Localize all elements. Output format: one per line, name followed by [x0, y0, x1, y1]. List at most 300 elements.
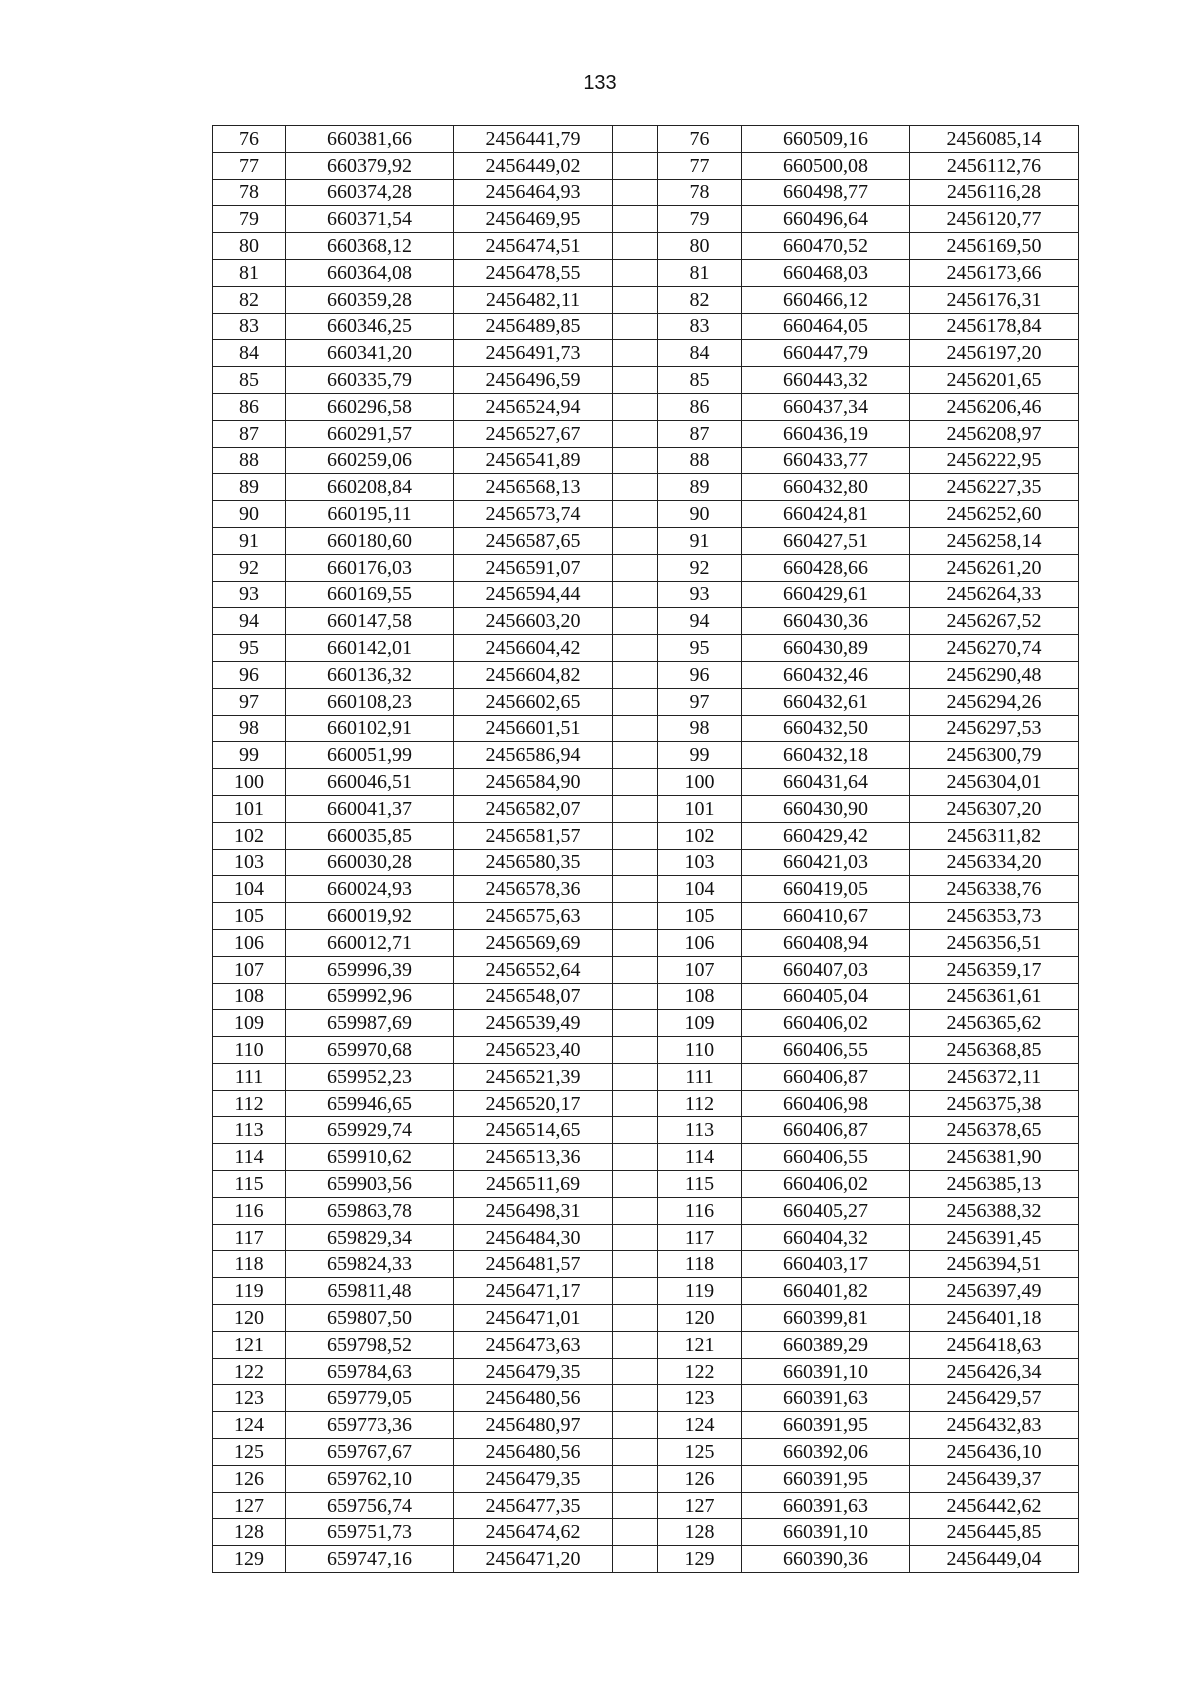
column-gap — [613, 1492, 658, 1519]
table-row — [213, 822, 1079, 849]
left-point-number: 76 — [213, 126, 286, 153]
right-x-coordinate: 660430,89 — [742, 635, 910, 662]
right-x-coordinate: 660391,63 — [742, 1492, 910, 1519]
right-y-coordinate: 2456085,14 — [910, 126, 1079, 153]
right-point-number: 98 — [658, 715, 742, 742]
left-point-number: 84 — [213, 340, 286, 367]
left-point-number: 77 — [213, 152, 286, 179]
left-x-coordinate: 659952,23 — [286, 1063, 454, 1090]
right-y-coordinate: 2456439,37 — [910, 1465, 1079, 1492]
left-y-coordinate: 2456541,89 — [454, 447, 613, 474]
table-row — [213, 1010, 1079, 1037]
left-x-coordinate: 660019,92 — [286, 903, 454, 930]
right-y-coordinate: 2456391,45 — [910, 1224, 1079, 1251]
right-point-number: 115 — [658, 1171, 742, 1198]
right-point-number: 95 — [658, 635, 742, 662]
right-point-number: 85 — [658, 367, 742, 394]
left-x-coordinate: 659807,50 — [286, 1305, 454, 1332]
right-point-number: 84 — [658, 340, 742, 367]
left-x-coordinate: 660136,32 — [286, 661, 454, 688]
table-row — [213, 795, 1079, 822]
column-gap — [613, 1305, 658, 1332]
right-point-number: 93 — [658, 581, 742, 608]
column-gap — [613, 688, 658, 715]
right-x-coordinate: 660432,61 — [742, 688, 910, 715]
left-y-coordinate: 2456471,01 — [454, 1305, 613, 1332]
left-y-coordinate: 2456527,67 — [454, 420, 613, 447]
left-point-number: 92 — [213, 554, 286, 581]
left-x-coordinate: 660030,28 — [286, 849, 454, 876]
column-gap — [613, 501, 658, 528]
left-y-coordinate: 2456523,40 — [454, 1037, 613, 1064]
right-point-number: 111 — [658, 1063, 742, 1090]
left-point-number: 82 — [213, 286, 286, 313]
right-x-coordinate: 660430,90 — [742, 795, 910, 822]
table-row — [213, 1439, 1079, 1466]
right-point-number: 86 — [658, 393, 742, 420]
column-gap — [613, 1037, 658, 1064]
coordinates-table — [212, 125, 1079, 1573]
table-row — [213, 876, 1079, 903]
left-point-number: 128 — [213, 1519, 286, 1546]
right-y-coordinate: 2456378,65 — [910, 1117, 1079, 1144]
table-row — [213, 1412, 1079, 1439]
left-x-coordinate: 660346,25 — [286, 313, 454, 340]
column-gap — [613, 849, 658, 876]
column-gap — [613, 1251, 658, 1278]
left-x-coordinate: 660024,93 — [286, 876, 454, 903]
column-gap — [613, 876, 658, 903]
table-row — [213, 769, 1079, 796]
left-point-number: 115 — [213, 1171, 286, 1198]
right-y-coordinate: 2456294,26 — [910, 688, 1079, 715]
table-row — [213, 1037, 1079, 1064]
left-x-coordinate: 659987,69 — [286, 1010, 454, 1037]
right-point-number: 114 — [658, 1144, 742, 1171]
right-point-number: 97 — [658, 688, 742, 715]
left-y-coordinate: 2456575,63 — [454, 903, 613, 930]
table-row — [213, 367, 1079, 394]
right-y-coordinate: 2456381,90 — [910, 1144, 1079, 1171]
left-x-coordinate: 660176,03 — [286, 554, 454, 581]
right-x-coordinate: 660406,55 — [742, 1037, 910, 1064]
right-y-coordinate: 2456397,49 — [910, 1278, 1079, 1305]
column-gap — [613, 903, 658, 930]
left-point-number: 111 — [213, 1063, 286, 1090]
right-x-coordinate: 660496,64 — [742, 206, 910, 233]
left-point-number: 102 — [213, 822, 286, 849]
table-row — [213, 286, 1079, 313]
left-point-number: 125 — [213, 1439, 286, 1466]
left-x-coordinate: 660381,66 — [286, 126, 454, 153]
table-row — [213, 420, 1079, 447]
table-row — [213, 1305, 1079, 1332]
right-point-number: 78 — [658, 179, 742, 206]
right-point-number: 112 — [658, 1090, 742, 1117]
right-y-coordinate: 2456338,76 — [910, 876, 1079, 903]
column-gap — [613, 1412, 658, 1439]
table-row — [213, 742, 1079, 769]
left-x-coordinate: 659970,68 — [286, 1037, 454, 1064]
right-x-coordinate: 660428,66 — [742, 554, 910, 581]
left-x-coordinate: 660195,11 — [286, 501, 454, 528]
left-point-number: 83 — [213, 313, 286, 340]
right-point-number: 99 — [658, 742, 742, 769]
column-gap — [613, 286, 658, 313]
right-x-coordinate: 660408,94 — [742, 929, 910, 956]
left-x-coordinate: 660368,12 — [286, 233, 454, 260]
left-point-number: 110 — [213, 1037, 286, 1064]
right-y-coordinate: 2456222,95 — [910, 447, 1079, 474]
left-point-number: 106 — [213, 929, 286, 956]
left-point-number: 97 — [213, 688, 286, 715]
right-y-coordinate: 2456290,48 — [910, 661, 1079, 688]
right-x-coordinate: 660392,06 — [742, 1439, 910, 1466]
left-x-coordinate: 660371,54 — [286, 206, 454, 233]
left-x-coordinate: 660296,58 — [286, 393, 454, 420]
right-y-coordinate: 2456304,01 — [910, 769, 1079, 796]
left-x-coordinate: 660341,20 — [286, 340, 454, 367]
left-y-coordinate: 2456491,73 — [454, 340, 613, 367]
right-x-coordinate: 660410,67 — [742, 903, 910, 930]
right-y-coordinate: 2456267,52 — [910, 608, 1079, 635]
right-x-coordinate: 660390,36 — [742, 1546, 910, 1573]
table-row — [213, 126, 1079, 153]
left-y-coordinate: 2456580,35 — [454, 849, 613, 876]
left-point-number: 129 — [213, 1546, 286, 1573]
right-x-coordinate: 660391,95 — [742, 1412, 910, 1439]
left-x-coordinate: 659751,73 — [286, 1519, 454, 1546]
left-x-coordinate: 660259,06 — [286, 447, 454, 474]
right-x-coordinate: 660391,95 — [742, 1465, 910, 1492]
column-gap — [613, 1439, 658, 1466]
left-y-coordinate: 2456586,94 — [454, 742, 613, 769]
left-point-number: 118 — [213, 1251, 286, 1278]
left-y-coordinate: 2456582,07 — [454, 795, 613, 822]
column-gap — [613, 929, 658, 956]
left-x-coordinate: 660102,91 — [286, 715, 454, 742]
right-y-coordinate: 2456258,14 — [910, 527, 1079, 554]
left-point-number: 85 — [213, 367, 286, 394]
right-y-coordinate: 2456372,11 — [910, 1063, 1079, 1090]
right-y-coordinate: 2456176,31 — [910, 286, 1079, 313]
right-x-coordinate: 660406,87 — [742, 1063, 910, 1090]
left-x-coordinate: 659863,78 — [286, 1197, 454, 1224]
left-y-coordinate: 2456569,69 — [454, 929, 613, 956]
table-row — [213, 608, 1079, 635]
right-y-coordinate: 2456359,17 — [910, 956, 1079, 983]
left-y-coordinate: 2456521,39 — [454, 1063, 613, 1090]
table-row — [213, 501, 1079, 528]
left-y-coordinate: 2456601,51 — [454, 715, 613, 742]
left-x-coordinate: 660359,28 — [286, 286, 454, 313]
right-point-number: 107 — [658, 956, 742, 983]
right-point-number: 125 — [658, 1439, 742, 1466]
right-point-number: 127 — [658, 1492, 742, 1519]
left-point-number: 78 — [213, 179, 286, 206]
left-y-coordinate: 2456573,74 — [454, 501, 613, 528]
right-y-coordinate: 2456227,35 — [910, 474, 1079, 501]
column-gap — [613, 447, 658, 474]
table-row — [213, 1197, 1079, 1224]
right-y-coordinate: 2456178,84 — [910, 313, 1079, 340]
left-point-number: 99 — [213, 742, 286, 769]
right-y-coordinate: 2456442,62 — [910, 1492, 1079, 1519]
right-y-coordinate: 2456426,34 — [910, 1358, 1079, 1385]
right-x-coordinate: 660447,79 — [742, 340, 910, 367]
left-x-coordinate: 660041,37 — [286, 795, 454, 822]
right-x-coordinate: 660436,19 — [742, 420, 910, 447]
column-gap — [613, 1063, 658, 1090]
left-x-coordinate: 660147,58 — [286, 608, 454, 635]
right-x-coordinate: 660389,29 — [742, 1331, 910, 1358]
left-y-coordinate: 2456482,11 — [454, 286, 613, 313]
right-x-coordinate: 660429,42 — [742, 822, 910, 849]
column-gap — [613, 340, 658, 367]
left-y-coordinate: 2456480,97 — [454, 1412, 613, 1439]
left-x-coordinate: 659762,10 — [286, 1465, 454, 1492]
table-row — [213, 1063, 1079, 1090]
right-x-coordinate: 660405,04 — [742, 983, 910, 1010]
column-gap — [613, 1331, 658, 1358]
table-row — [213, 688, 1079, 715]
table-row — [213, 1519, 1079, 1546]
left-x-coordinate: 660169,55 — [286, 581, 454, 608]
column-gap — [613, 527, 658, 554]
left-y-coordinate: 2456473,63 — [454, 1331, 613, 1358]
left-y-coordinate: 2456594,44 — [454, 581, 613, 608]
table-row — [213, 983, 1079, 1010]
right-x-coordinate: 660431,64 — [742, 769, 910, 796]
right-y-coordinate: 2456385,13 — [910, 1171, 1079, 1198]
left-y-coordinate: 2456479,35 — [454, 1358, 613, 1385]
column-gap — [613, 420, 658, 447]
column-gap — [613, 152, 658, 179]
table-row — [213, 393, 1079, 420]
right-x-coordinate: 660443,32 — [742, 367, 910, 394]
left-point-number: 122 — [213, 1358, 286, 1385]
right-x-coordinate: 660432,50 — [742, 715, 910, 742]
column-gap — [613, 206, 658, 233]
table-row — [213, 903, 1079, 930]
column-gap — [613, 822, 658, 849]
left-point-number: 91 — [213, 527, 286, 554]
left-y-coordinate: 2456489,85 — [454, 313, 613, 340]
left-point-number: 86 — [213, 393, 286, 420]
left-point-number: 94 — [213, 608, 286, 635]
column-gap — [613, 983, 658, 1010]
left-x-coordinate: 660379,92 — [286, 152, 454, 179]
table-row — [213, 206, 1079, 233]
right-x-coordinate: 660407,03 — [742, 956, 910, 983]
left-y-coordinate: 2456603,20 — [454, 608, 613, 635]
left-point-number: 104 — [213, 876, 286, 903]
left-x-coordinate: 660012,71 — [286, 929, 454, 956]
right-x-coordinate: 660401,82 — [742, 1278, 910, 1305]
right-point-number: 122 — [658, 1358, 742, 1385]
right-point-number: 83 — [658, 313, 742, 340]
left-point-number: 126 — [213, 1465, 286, 1492]
right-x-coordinate: 660406,87 — [742, 1117, 910, 1144]
left-y-coordinate: 2456552,64 — [454, 956, 613, 983]
left-y-coordinate: 2456591,07 — [454, 554, 613, 581]
left-y-coordinate: 2456471,17 — [454, 1278, 613, 1305]
left-point-number: 95 — [213, 635, 286, 662]
left-x-coordinate: 659747,16 — [286, 1546, 454, 1573]
left-x-coordinate: 660180,60 — [286, 527, 454, 554]
left-point-number: 109 — [213, 1010, 286, 1037]
right-y-coordinate: 2456365,62 — [910, 1010, 1079, 1037]
right-x-coordinate: 660430,36 — [742, 608, 910, 635]
right-x-coordinate: 660429,61 — [742, 581, 910, 608]
table-row — [213, 956, 1079, 983]
left-point-number: 107 — [213, 956, 286, 983]
right-point-number: 104 — [658, 876, 742, 903]
right-point-number: 105 — [658, 903, 742, 930]
left-point-number: 90 — [213, 501, 286, 528]
column-gap — [613, 1117, 658, 1144]
table-row — [213, 1465, 1079, 1492]
left-point-number: 119 — [213, 1278, 286, 1305]
table-row — [213, 1331, 1079, 1358]
table-row — [213, 1492, 1079, 1519]
right-y-coordinate: 2456388,32 — [910, 1197, 1079, 1224]
left-y-coordinate: 2456520,17 — [454, 1090, 613, 1117]
right-point-number: 101 — [658, 795, 742, 822]
left-y-coordinate: 2456604,42 — [454, 635, 613, 662]
column-gap — [613, 769, 658, 796]
right-x-coordinate: 660432,18 — [742, 742, 910, 769]
table-row — [213, 581, 1079, 608]
table-row — [213, 313, 1079, 340]
column-gap — [613, 1197, 658, 1224]
right-y-coordinate: 2456208,97 — [910, 420, 1079, 447]
left-y-coordinate: 2456480,56 — [454, 1385, 613, 1412]
column-gap — [613, 1010, 658, 1037]
left-point-number: 113 — [213, 1117, 286, 1144]
left-x-coordinate: 659996,39 — [286, 956, 454, 983]
right-x-coordinate: 660437,34 — [742, 393, 910, 420]
right-point-number: 79 — [658, 206, 742, 233]
table-row — [213, 179, 1079, 206]
column-gap — [613, 1278, 658, 1305]
right-x-coordinate: 660404,32 — [742, 1224, 910, 1251]
column-gap — [613, 581, 658, 608]
left-point-number: 127 — [213, 1492, 286, 1519]
table-row — [213, 1144, 1079, 1171]
right-y-coordinate: 2456307,20 — [910, 795, 1079, 822]
left-x-coordinate: 659784,63 — [286, 1358, 454, 1385]
table-row — [213, 340, 1079, 367]
right-y-coordinate: 2456169,50 — [910, 233, 1079, 260]
right-y-coordinate: 2456300,79 — [910, 742, 1079, 769]
right-point-number: 100 — [658, 769, 742, 796]
left-point-number: 89 — [213, 474, 286, 501]
left-x-coordinate: 660364,08 — [286, 259, 454, 286]
right-x-coordinate: 660470,52 — [742, 233, 910, 260]
left-x-coordinate: 659946,65 — [286, 1090, 454, 1117]
left-y-coordinate: 2456474,51 — [454, 233, 613, 260]
column-gap — [613, 1546, 658, 1573]
table-row — [213, 527, 1079, 554]
left-x-coordinate: 659779,05 — [286, 1385, 454, 1412]
right-x-coordinate: 660433,77 — [742, 447, 910, 474]
right-point-number: 124 — [658, 1412, 742, 1439]
right-x-coordinate: 660464,05 — [742, 313, 910, 340]
left-y-coordinate: 2456477,35 — [454, 1492, 613, 1519]
right-y-coordinate: 2456394,51 — [910, 1251, 1079, 1278]
left-point-number: 80 — [213, 233, 286, 260]
right-point-number: 126 — [658, 1465, 742, 1492]
table-row — [213, 929, 1079, 956]
right-point-number: 76 — [658, 126, 742, 153]
left-x-coordinate: 660208,84 — [286, 474, 454, 501]
right-x-coordinate: 660403,17 — [742, 1251, 910, 1278]
left-point-number: 79 — [213, 206, 286, 233]
right-point-number: 90 — [658, 501, 742, 528]
right-y-coordinate: 2456270,74 — [910, 635, 1079, 662]
right-y-coordinate: 2456297,53 — [910, 715, 1079, 742]
left-x-coordinate: 660291,57 — [286, 420, 454, 447]
table-row — [213, 1090, 1079, 1117]
column-gap — [613, 635, 658, 662]
right-x-coordinate: 660424,81 — [742, 501, 910, 528]
left-point-number: 93 — [213, 581, 286, 608]
right-x-coordinate: 660509,16 — [742, 126, 910, 153]
right-point-number: 113 — [658, 1117, 742, 1144]
left-point-number: 103 — [213, 849, 286, 876]
right-x-coordinate: 660427,51 — [742, 527, 910, 554]
right-x-coordinate: 660406,02 — [742, 1171, 910, 1198]
column-gap — [613, 1358, 658, 1385]
right-y-coordinate: 2456356,51 — [910, 929, 1079, 956]
right-x-coordinate: 660498,77 — [742, 179, 910, 206]
left-x-coordinate: 659767,67 — [286, 1439, 454, 1466]
left-x-coordinate: 660051,99 — [286, 742, 454, 769]
left-y-coordinate: 2456511,69 — [454, 1171, 613, 1198]
right-y-coordinate: 2456418,63 — [910, 1331, 1079, 1358]
column-gap — [613, 956, 658, 983]
right-point-number: 82 — [658, 286, 742, 313]
left-x-coordinate: 659773,36 — [286, 1412, 454, 1439]
column-gap — [613, 259, 658, 286]
right-point-number: 103 — [658, 849, 742, 876]
column-gap — [613, 742, 658, 769]
right-y-coordinate: 2456120,77 — [910, 206, 1079, 233]
left-x-coordinate: 659903,56 — [286, 1171, 454, 1198]
right-y-coordinate: 2456445,85 — [910, 1519, 1079, 1546]
table-row — [213, 1251, 1079, 1278]
right-point-number: 117 — [658, 1224, 742, 1251]
right-y-coordinate: 2456252,60 — [910, 501, 1079, 528]
left-y-coordinate: 2456602,65 — [454, 688, 613, 715]
table-row — [213, 849, 1079, 876]
table-row — [213, 1385, 1079, 1412]
left-x-coordinate: 660046,51 — [286, 769, 454, 796]
left-y-coordinate: 2456478,55 — [454, 259, 613, 286]
right-y-coordinate: 2456368,85 — [910, 1037, 1079, 1064]
left-point-number: 101 — [213, 795, 286, 822]
column-gap — [613, 367, 658, 394]
right-point-number: 118 — [658, 1251, 742, 1278]
left-y-coordinate: 2456513,36 — [454, 1144, 613, 1171]
left-point-number: 87 — [213, 420, 286, 447]
left-y-coordinate: 2456469,95 — [454, 206, 613, 233]
right-point-number: 110 — [658, 1037, 742, 1064]
right-x-coordinate: 660405,27 — [742, 1197, 910, 1224]
left-point-number: 123 — [213, 1385, 286, 1412]
right-y-coordinate: 2456375,38 — [910, 1090, 1079, 1117]
